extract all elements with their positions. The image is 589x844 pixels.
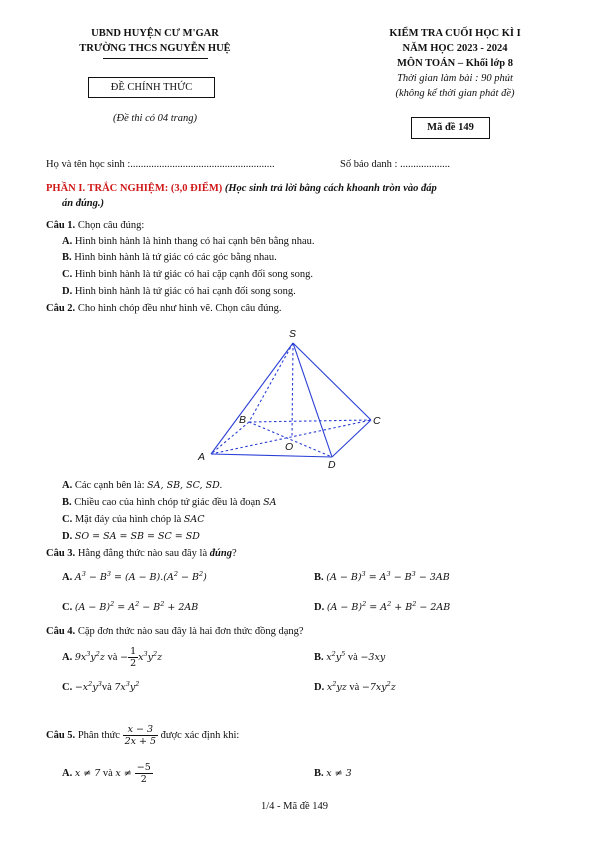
q4-option-c[interactable]: [62, 681, 139, 695]
option-text: Hình bình hành là tứ giác có hai cạnh đối song song.: [74, 286, 296, 297]
option-text: Hình bình hành là hình thang có hai cạnh bên bằng nhau.: [74, 236, 315, 247]
time-note: (không kể thời gian phát đề): [395, 88, 515, 99]
student-name-field[interactable]: Họ và tên học sinh :.......................................................: [46, 159, 275, 170]
option-math: SO = SA = SB = SC = SD: [74, 531, 200, 542]
q5-option-a[interactable]: [62, 761, 153, 787]
height-so-hidden: [292, 343, 293, 438]
pyramid-figure: [195, 322, 395, 472]
official-badge: [88, 77, 215, 98]
edge-sb-hidden: [249, 343, 293, 422]
option-letter: C.: [62, 514, 73, 525]
option-math: SA: [263, 497, 277, 508]
subject-grade: MÔN TOÁN – Khối lớp 8: [397, 58, 513, 69]
q5-option-b[interactable]: [314, 767, 352, 781]
q3-label: Câu 3.: [46, 548, 76, 559]
q4-text: Cặp đơn thức nào sau đây là hai đơn thức đồng dạng?: [77, 626, 304, 637]
option-math: $(A - B)^2 = A^2 - B^2 + 2AB$: [74, 599, 199, 613]
q2-option-d[interactable]: [62, 530, 200, 544]
option-math: x ≠ $\frac{-5}{2}$: [115, 762, 151, 785]
option-math: $-7xy^2z$: [361, 679, 396, 693]
part1-instruction-cont: án đúng.): [62, 198, 105, 209]
q2-label: Câu 2.: [46, 303, 76, 314]
option-text: Hình bình hành là tứ giác có hai cặp cạnh đối song song.: [74, 269, 313, 280]
option-letter: D.: [314, 682, 325, 693]
q1-text: Chọn câu đúng:: [77, 220, 145, 231]
student-id-field[interactable]: Số báo danh : ...................: [340, 159, 450, 170]
q1-stem: [46, 219, 144, 233]
q1-option-d[interactable]: [62, 285, 296, 299]
q5-label: Câu 5.: [46, 730, 76, 741]
q2-stem: [46, 302, 282, 316]
edge-bc-hidden: [249, 420, 371, 422]
exam-code: Mã đề 149: [427, 122, 474, 133]
option-math: SAC: [183, 514, 205, 525]
option-math: $-x^2y^3$: [74, 679, 102, 693]
option-letter: D.: [62, 286, 73, 297]
option-letter: B.: [314, 652, 324, 663]
part1-title: PHẦN I. TRẮC NGHIỆM: (3,0 ĐIỂM): [46, 183, 223, 194]
school-year: NĂM HỌC 2023 - 2024: [402, 43, 508, 54]
option-letter: C.: [62, 269, 73, 280]
q4-option-b[interactable]: [314, 651, 385, 665]
label-a: A: [198, 451, 206, 463]
school-district: UBND HUYỆN CƯ M'GAR: [91, 28, 219, 39]
conj: và: [102, 768, 113, 779]
option-text: Các cạnh bên là:: [74, 480, 145, 491]
part1-instruction: (Học sinh trả lời bằng cách khoanh tròn vào đáp: [224, 183, 437, 194]
option-letter: A.: [62, 480, 73, 491]
option-letter: B.: [314, 768, 324, 779]
q2-text: Cho hình chóp đều như hình vẽ. Chọn câu đúng.: [77, 303, 282, 314]
school-name: TRƯỜNG THCS NGUYỄN HUỆ: [79, 43, 231, 54]
q1-option-c[interactable]: [62, 268, 313, 282]
exam-title: KIỂM TRA CUỐI HỌC KÌ I: [389, 28, 521, 39]
conj: và: [347, 652, 358, 663]
label-o: O: [285, 441, 294, 453]
q3-option-b[interactable]: [314, 571, 450, 585]
option-letter: C.: [62, 602, 73, 613]
option-letter: A.: [62, 236, 73, 247]
conj: và: [101, 682, 112, 693]
official-label: ĐỀ CHÍNH THỨC: [110, 82, 193, 93]
option-letter: D.: [314, 602, 325, 613]
exam-code-box: [411, 117, 490, 139]
option-letter: A.: [62, 572, 73, 583]
option-math: $x^2yz$: [326, 679, 347, 693]
option-text: Mặt đáy của hình chóp là: [74, 514, 182, 525]
option-math: − $\frac{1}{2}$ $x^3y^2z$: [120, 646, 163, 669]
option-letter: C.: [62, 682, 73, 693]
q3-option-d[interactable]: [314, 601, 450, 615]
option-math: $x^2y^5$: [326, 649, 346, 663]
q1-option-b[interactable]: [62, 251, 277, 265]
q5-stem: [46, 723, 239, 749]
q4-label: Câu 4.: [46, 626, 76, 637]
label-b: B: [239, 414, 247, 426]
header-underline: [103, 58, 208, 59]
q4-stem: [46, 625, 304, 639]
option-math: x ≠ 3: [326, 768, 352, 779]
q3-emphasis: đúng: [209, 548, 232, 559]
option-math: x ≠ 7: [74, 768, 101, 779]
option-math: $(A - B)^3 = A^3 - B^3 - 3AB$: [326, 569, 450, 583]
q3-option-a[interactable]: [62, 571, 207, 585]
q2-option-c[interactable]: [62, 513, 205, 527]
part1-heading: [46, 182, 437, 196]
conj: và: [349, 682, 360, 693]
q1-option-a[interactable]: [62, 235, 315, 249]
option-math: SA, SB, SC, SD.: [147, 480, 223, 491]
edge-dc: [332, 420, 371, 457]
option-letter: D.: [62, 531, 73, 542]
q5-fraction: $\frac{x - 3}{2x + 5}$: [124, 724, 157, 748]
q3-text: Hằng đẳng thức nào sau đây là: [77, 548, 208, 559]
edge-sc: [293, 343, 371, 420]
edge-sd: [293, 343, 332, 457]
q2-option-b[interactable]: [62, 496, 276, 510]
option-math: −3xy: [360, 652, 386, 663]
q5-text-before: Phân thức: [77, 730, 120, 741]
edge-sa: [211, 343, 293, 454]
q2-option-a[interactable]: [62, 479, 222, 493]
q1-label: Câu 1.: [46, 220, 76, 231]
option-letter: B.: [62, 497, 72, 508]
option-math: $9x^3y^2z$: [74, 649, 105, 663]
q3-option-c[interactable]: [62, 601, 198, 615]
option-math: $A^3 - B^3 = (A - B).(A^2 - B^2)$: [74, 569, 207, 583]
option-math: $(A - B)^2 = A^2 + B^2 - 2AB$: [326, 599, 451, 613]
option-letter: B.: [314, 572, 324, 583]
pages-note: (Đề thi có 04 trang): [113, 113, 197, 124]
q4-option-a[interactable]: [62, 646, 162, 669]
label-d: D: [328, 459, 336, 471]
q3-stem: [46, 547, 237, 561]
label-c: C: [373, 415, 381, 427]
time-limit: Thời gian làm bài : 90 phút: [397, 73, 513, 84]
q3-qmark: ?: [231, 548, 237, 559]
edge-ab-hidden: [211, 422, 249, 454]
edge-ad: [211, 454, 332, 457]
option-letter: A.: [62, 768, 73, 779]
option-math: $7x^3y^2$: [114, 679, 140, 693]
option-text: Hình bình hành là tứ giác có các góc bằng nhau.: [74, 252, 277, 263]
q5-text-after: được xác định khi:: [160, 730, 240, 741]
option-letter: A.: [62, 652, 73, 663]
option-letter: B.: [62, 252, 72, 263]
conj: và: [107, 652, 118, 663]
label-s: S: [289, 328, 297, 340]
q4-option-d[interactable]: [314, 681, 396, 695]
page-footer: 1/4 - Mã đề 149: [260, 801, 329, 812]
option-text: Chiều cao của hình chóp tứ giác đều là đoạn: [74, 497, 261, 508]
